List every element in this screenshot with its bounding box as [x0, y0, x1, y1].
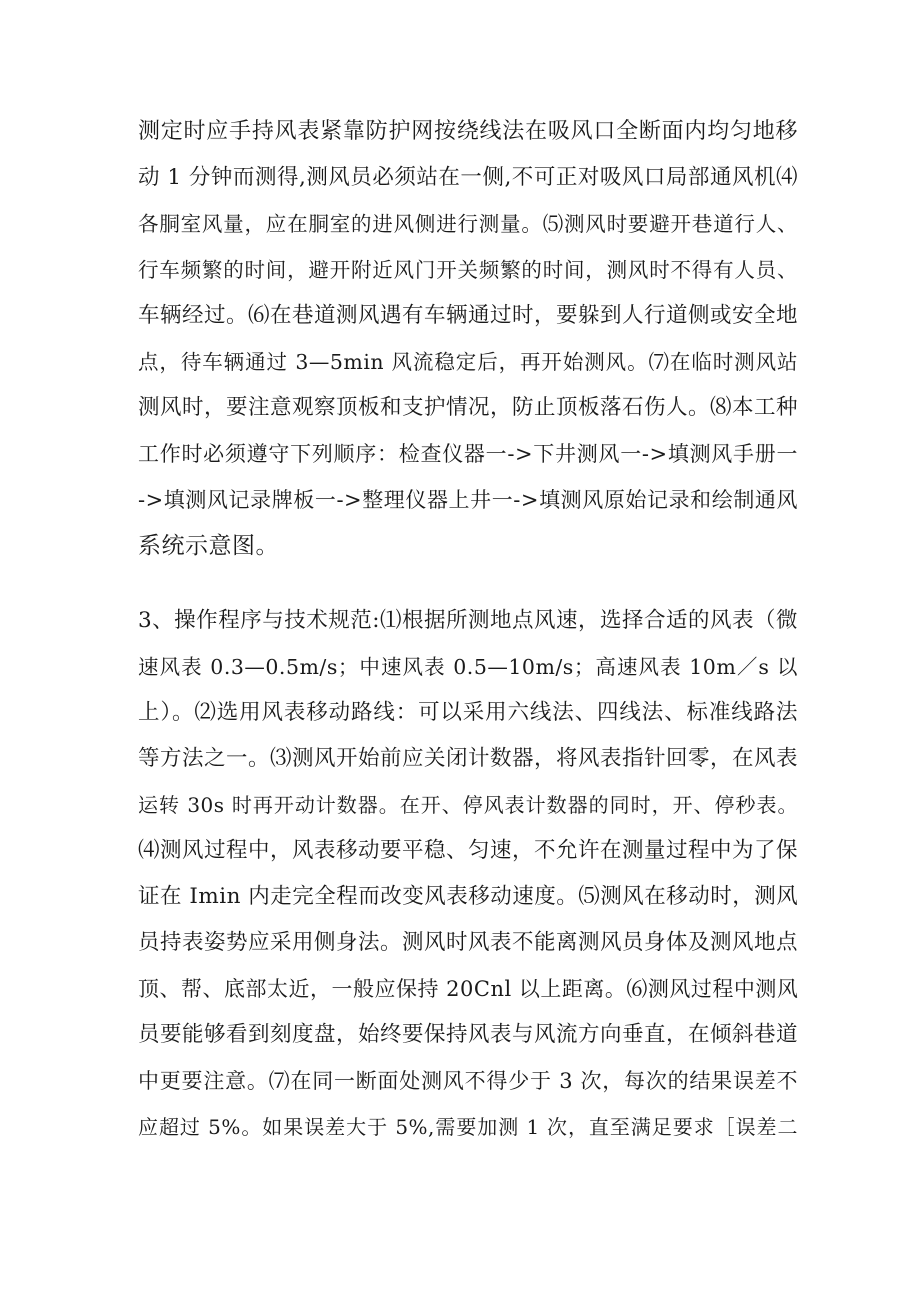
paragraph-2-line-3: 上）。⑵选用风表移动路线：可以采用六线法、四线法、标准线路法 — [138, 700, 798, 725]
paragraph-2-line-10: 员要能够看到刻度盘，始终要保持风表与风流方向垂直，在倾斜巷道 — [138, 1022, 799, 1047]
paragraph-2-line-9: 顶、帮、底部太近，一般应保持 20Cnl 以上距离。⑹测风过程中测风 — [138, 977, 799, 1001]
paragraph-2-line-7: 证在 Imin 内走完全程而改变风表移动速度。⑸测风在移动时，测风 — [138, 884, 799, 909]
paragraph-2-line-12: 应超过 5%。如果误差大于 5%,需要加测 1 次，直至满足要求［误差二 — [138, 1115, 798, 1139]
paragraph-1-line-5: 车辆经过。⑹在巷道测风遇有车辆通过时，要躲到人行道侧或安全地 — [138, 303, 799, 328]
paragraph-1-line-1: 测定时应手持风表紧靠防护网按绕线法在吸风口全断面内均匀地移 — [138, 119, 798, 144]
paragraph-1-line-4: 行车频繁的时间，避开附近风门开关频繁的时间，测风时不得有人员、 — [138, 258, 798, 282]
paragraph-2-line-4: 等方法之一。⑶测风开始前应关闭计数器，将风表指针回零，在风表 — [138, 746, 799, 771]
paragraph-1-line-6: 点，待车辆通过 3—5min 风流稳定后，再开始测风。⑺在临时测风站 — [138, 350, 798, 374]
paragraph-2-line-5: 运转 30s 时再开动计数器。在开、停风表计数器的同时，开、停秒表。 — [138, 793, 798, 817]
paragraph-1-line-8: 工作时必须遵守下列顺序：检查仪器一->下井测风一->填测风手册一 — [138, 442, 798, 466]
paragraph-1-line-10: 系统示意图。 — [138, 533, 279, 559]
paragraph-2-line-11: 中更要注意。⑺在同一断面处测风不得少于 3 次，每次的结果误差不 — [138, 1069, 798, 1093]
paragraph-1-line-3: 各胴室风量，应在胴室的进风侧进行测量。⑸测风时要避开巷道行人、 — [138, 212, 798, 236]
paragraph-2-line-2: 速风表 0.3—0.5m/s；中速风表 0.5—10m/s；高速风表 10m／s 以 — [138, 655, 798, 679]
paragraph-2-line-6: ⑷测风过程中，风表移动要平稳、匀速，不允许在测量过程中为了保 — [138, 838, 799, 863]
paragraph-1-line-9: ->填测风记录牌板一->整理仪器上井一->填测风原始记录和绘制通风 — [138, 488, 798, 512]
paragraph-1-line-2: 动 1 分钟而测得,测风员必须站在一侧,不可正对吸风口局部通风机⑷ — [138, 165, 798, 190]
paragraph-1-line-7: 测风时，要注意观察顶板和支护情况，防止顶板落石伤人。⑻本工种 — [138, 395, 799, 420]
paragraph-2-line-1: 3、操作程序与技术规范:⑴根据所测地点风速，选择合适的风表（微 — [138, 608, 798, 633]
paragraph-2-line-8: 员持表姿势应采用侧身法。测风时风表不能离测风员身体及测风地点 — [138, 930, 799, 955]
